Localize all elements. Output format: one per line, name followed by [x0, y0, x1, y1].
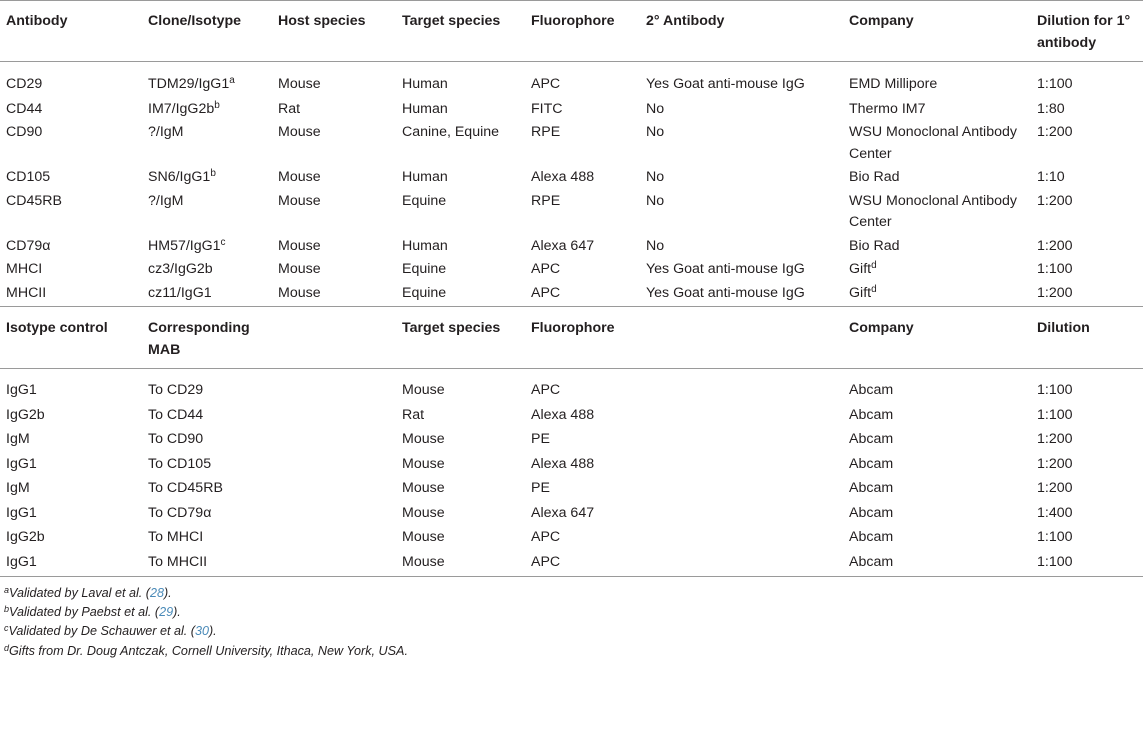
- cell-target: Rat: [402, 406, 425, 423]
- table-row: [0, 503, 1143, 528]
- cell-mab: To CD79α: [148, 504, 212, 521]
- header-cell: Clone/Isotype: [142, 1, 272, 62]
- cell-target: Mouse: [402, 480, 445, 496]
- table-row: [0, 283, 1143, 307]
- cell-dilution: 1:200: [1037, 480, 1073, 496]
- cell-host: Mouse: [278, 169, 321, 185]
- cell-antibody: CD79α: [6, 237, 51, 254]
- cell-secondary: Yes Goat anti-mouse IgG: [646, 261, 805, 277]
- cell-company: Abcam: [849, 431, 894, 447]
- reference-link[interactable]: 30: [194, 624, 209, 639]
- footnote: $^d$Gifts from Dr. Doug Antczak, Cornell University, Ithaca, New York, USA.: [4, 642, 408, 658]
- cell-dilution: 1:100: [1037, 406, 1073, 423]
- cell-company: Bio Rad: [849, 237, 900, 254]
- table-row: [0, 369, 1143, 405]
- cell-isotype: IgG1: [6, 504, 37, 521]
- cell-target: Mouse: [402, 553, 445, 570]
- cell-fluorophore: RPE: [531, 124, 561, 140]
- cell-clone: ?/IgM: [148, 192, 184, 209]
- table-row: [0, 99, 1143, 123]
- cell-fluorophore: PE: [531, 480, 550, 496]
- table-row: [0, 167, 1143, 191]
- header-cell: Host species: [272, 1, 396, 62]
- cell-host: Mouse: [278, 237, 321, 254]
- cell-company: Abcam: [849, 406, 894, 423]
- footnote-mark: c: [220, 236, 226, 248]
- cell-mab: To CD29: [148, 382, 204, 398]
- cell-antibody: CD44: [6, 100, 43, 117]
- cell-secondary: No: [646, 124, 665, 140]
- cell-company: Abcam: [849, 480, 894, 496]
- cell-clone: cz11/IgG1: [148, 284, 212, 301]
- cell-fluorophore: RPE: [531, 192, 561, 209]
- header-cell: Company: [843, 1, 1031, 62]
- cell-company: WSU Monoclonal Antibody Center: [849, 124, 1017, 162]
- cell-company: WSU Monoclonal Antibody Center: [849, 192, 1017, 230]
- cell-dilution: 1:100: [1037, 261, 1073, 277]
- header-cell: Fluorophore: [525, 1, 640, 62]
- header-cell: Dilution for 1° antibody: [1031, 1, 1143, 62]
- reference-link[interactable]: 29: [159, 605, 174, 620]
- cell-fluorophore: APC: [531, 284, 561, 301]
- cell-dilution: 1:80: [1037, 100, 1065, 117]
- cell-clone: cz3/IgG2b: [148, 261, 213, 277]
- isotype-header-row: [0, 307, 1143, 369]
- footnote: $^b$Validated by Paebst et al. (29).: [4, 604, 181, 620]
- header-cell-empty: [272, 307, 396, 369]
- cell-host: Mouse: [278, 284, 321, 301]
- cell-dilution: 1:10: [1037, 169, 1065, 185]
- footnote-mark: b: [214, 99, 220, 111]
- cell-antibody: CD45RB: [6, 192, 62, 209]
- cell-mab: To MHCI: [148, 529, 204, 545]
- cell-isotype: IgM: [6, 480, 30, 496]
- cell-mab: To CD105: [148, 455, 212, 472]
- table-row: [0, 405, 1143, 430]
- cell-company: Abcam: [849, 553, 894, 570]
- table-row: [0, 236, 1143, 260]
- footnote-mark: a: [229, 75, 235, 86]
- cell-company: EMD Millipore: [849, 76, 938, 92]
- cell-company: Abcam: [849, 455, 894, 472]
- cell-dilution: 1:200: [1037, 455, 1073, 472]
- cell-isotype: IgG1: [6, 455, 37, 472]
- footnote: $^c$Validated by De Schauwer et al. (30).: [4, 623, 217, 639]
- cell-target: Mouse: [402, 529, 445, 545]
- cell-fluorophore: PE: [531, 431, 550, 447]
- cell-mab: To MHCII: [148, 553, 208, 570]
- cell-fluorophore: Alexa 488: [531, 455, 595, 472]
- cell-dilution: 1:100: [1037, 76, 1073, 92]
- cell-antibody: MHCII: [6, 284, 47, 301]
- cell-secondary: No: [646, 237, 665, 254]
- cell-target: Mouse: [402, 455, 445, 472]
- cell-isotype: IgG2b: [6, 406, 45, 423]
- table-row: [0, 527, 1143, 552]
- header-cell: Company: [843, 307, 1031, 369]
- cell-target: Human: [402, 76, 448, 92]
- cell-target: Equine: [402, 261, 447, 277]
- table-row: [0, 191, 1143, 236]
- cell-target: Equine: [402, 192, 447, 209]
- cell-clone: ?/IgM: [148, 124, 184, 140]
- cell-fluorophore: APC: [531, 529, 561, 545]
- cell-target: Human: [402, 169, 448, 185]
- cell-target: Canine, Equine: [402, 124, 500, 140]
- cell-dilution: 1:100: [1037, 382, 1073, 398]
- cell-dilution: 1:200: [1037, 192, 1073, 209]
- cell-dilution: 1:200: [1037, 431, 1073, 447]
- cell-target: Human: [402, 237, 448, 254]
- cell-fluorophore: FITC: [531, 100, 563, 117]
- header-cell: Fluorophore: [525, 307, 640, 369]
- table-row: [0, 259, 1143, 283]
- cell-mab: To CD44: [148, 406, 204, 423]
- cell-dilution: 1:400: [1037, 504, 1073, 521]
- header-cell: Target species: [396, 307, 525, 369]
- footnote-mark: b: [210, 168, 216, 179]
- header-cell: 2° Antibody: [640, 1, 843, 62]
- cell-fluorophore: APC: [531, 553, 561, 570]
- cell-company: Bio Rad: [849, 169, 900, 185]
- cell-fluorophore: Alexa 488: [531, 406, 595, 423]
- cell-mab: To CD45RB: [148, 480, 223, 496]
- cell-secondary: No: [646, 169, 665, 185]
- cell-dilution: 1:200: [1037, 124, 1073, 140]
- cell-clone: SN6/IgG1$^b$: [148, 168, 216, 185]
- cell-dilution: 1:100: [1037, 529, 1073, 545]
- cell-host: Mouse: [278, 261, 321, 277]
- cell-dilution: 1:200: [1037, 284, 1073, 301]
- cell-company: Thermo IM7: [849, 100, 926, 117]
- cell-fluorophore: Alexa 647: [531, 504, 595, 521]
- cell-antibody: CD90: [6, 124, 43, 140]
- cell-company: Abcam: [849, 529, 894, 545]
- cell-host: Mouse: [278, 124, 321, 140]
- cell-antibody: CD29: [6, 76, 43, 92]
- cell-target: Mouse: [402, 504, 445, 521]
- cell-clone: TDM29/IgG1$^a$: [148, 75, 235, 92]
- table-row: [0, 429, 1143, 454]
- cell-fluorophore: APC: [531, 76, 561, 92]
- cell-company: Gift$^d$: [849, 283, 877, 301]
- cell-target: Mouse: [402, 382, 445, 398]
- cell-secondary: No: [646, 192, 665, 209]
- cell-clone: $IM7/IgG2b^b$: [148, 99, 220, 117]
- cell-dilution: 1:100: [1037, 553, 1073, 570]
- header-cell: Corresponding MAB: [142, 307, 272, 369]
- table-row: [0, 122, 1143, 167]
- header-cell: Dilution: [1031, 307, 1143, 369]
- cell-company: Abcam: [849, 504, 894, 521]
- reference-link[interactable]: 28: [149, 586, 164, 600]
- cell-fluorophore: APC: [531, 261, 561, 277]
- cell-fluorophore: APC: [531, 382, 561, 398]
- table-row: [0, 552, 1143, 577]
- cell-isotype: IgG1: [6, 382, 37, 398]
- cell-isotype: IgG2b: [6, 529, 45, 545]
- cell-isotype: IgG1: [6, 553, 37, 570]
- header-cell: Antibody: [0, 1, 142, 62]
- cell-dilution: 1:200: [1037, 237, 1073, 254]
- cell-company: Gift$^d$: [849, 260, 877, 277]
- cell-secondary: Yes Goat anti-mouse IgG: [646, 284, 805, 301]
- cell-fluorophore: Alexa 647: [531, 237, 595, 254]
- cell-fluorophore: Alexa 488: [531, 169, 595, 185]
- table-footnotes: [0, 576, 1143, 661]
- footnote: $^a$Validated by Laval et al. (28).: [4, 585, 172, 600]
- cell-target: Mouse: [402, 431, 445, 447]
- cell-mab: To CD90: [148, 431, 204, 447]
- header-cell-empty: [640, 307, 843, 369]
- cell-host: Mouse: [278, 192, 321, 209]
- table-row: [0, 454, 1143, 479]
- cell-host: Rat: [278, 100, 301, 117]
- header-cell: Target species: [396, 1, 525, 62]
- cell-antibody: CD105: [6, 169, 51, 185]
- cell-target: Equine: [402, 284, 447, 301]
- header-cell: Isotype control: [0, 307, 142, 369]
- cell-secondary: No: [646, 100, 665, 117]
- cell-secondary: Yes Goat anti-mouse IgG: [646, 76, 805, 92]
- cell-host: Mouse: [278, 76, 321, 92]
- table-row: [0, 62, 1143, 99]
- table-row: [0, 478, 1143, 503]
- antibody-header-row: [0, 1, 1143, 62]
- cell-target: Human: [402, 100, 448, 117]
- cell-company: Abcam: [849, 382, 894, 398]
- cell-isotype: IgM: [6, 431, 30, 447]
- cell-antibody: MHCI: [6, 261, 43, 277]
- cell-clone: HM57/IgG1$^c$: [148, 236, 226, 254]
